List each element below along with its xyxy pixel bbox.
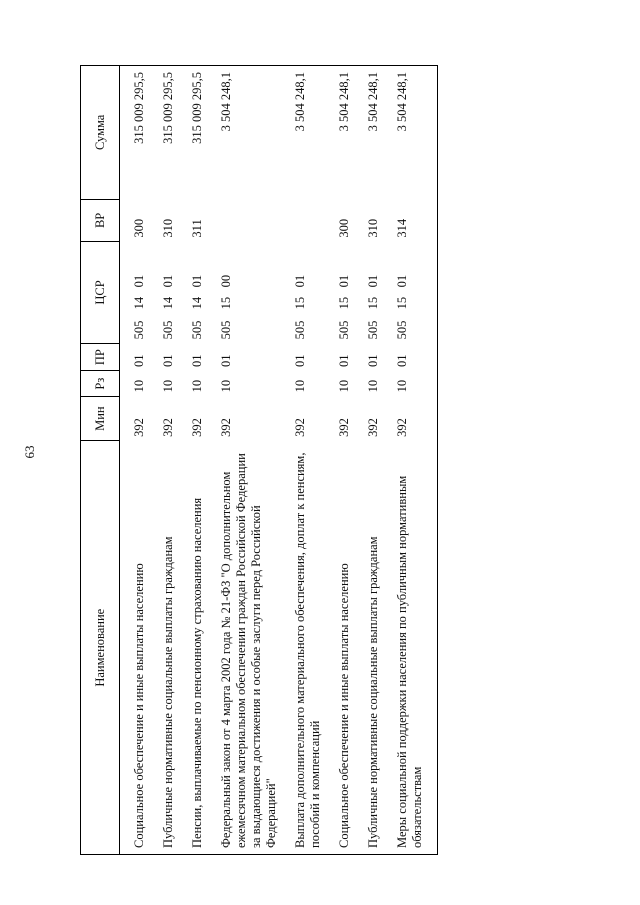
row-csr: 5051501 xyxy=(366,274,380,340)
row-csr: 5051501 xyxy=(293,274,307,340)
row-rz: 10 xyxy=(132,379,146,393)
row-csr: 5051401 xyxy=(161,274,175,340)
table-row xyxy=(130,66,149,855)
table-row xyxy=(364,66,383,855)
header-name: Наименование xyxy=(81,441,120,855)
row-csr: 5051500 xyxy=(219,274,233,340)
row-vr: 314 xyxy=(395,218,409,238)
table-row xyxy=(291,66,325,855)
row-csr: 5051401 xyxy=(132,274,146,340)
header-rz: Рз xyxy=(81,371,120,396)
row-vr: 300 xyxy=(132,218,146,238)
row-pr: 01 xyxy=(132,354,146,367)
row-pr: 01 xyxy=(337,354,351,367)
table-row xyxy=(393,66,427,855)
row-rz: 10 xyxy=(337,379,351,393)
row-pr: 01 xyxy=(366,354,380,367)
row-rz: 10 xyxy=(219,379,233,393)
row-min: 392 xyxy=(219,418,233,437)
row-rz: 10 xyxy=(395,379,409,393)
row-csr: 5051401 xyxy=(190,274,204,340)
row-sum: 3 504 248,1 xyxy=(335,66,354,200)
table-row xyxy=(188,66,207,855)
page-number: 63 xyxy=(22,445,37,459)
row-vr: 310 xyxy=(161,218,175,238)
row-min: 392 xyxy=(395,418,409,437)
header-csr: ЦСР xyxy=(81,242,120,344)
row-min: 392 xyxy=(161,418,175,437)
row-name: Социальное обеспечение и иные выплаты населению xyxy=(130,441,149,855)
row-csr: 5051501 xyxy=(337,274,351,340)
row-csr: 5051501 xyxy=(395,274,409,340)
row-pr: 01 xyxy=(395,354,409,367)
row-rz: 10 xyxy=(293,379,307,393)
row-pr: 01 xyxy=(190,354,204,367)
row-name: Социальное обеспечение и иные выплаты населению xyxy=(335,441,354,855)
row-name: Публичные нормативные социальные выплаты гражданам xyxy=(159,441,178,855)
row-sum: 315 009 295,5 xyxy=(130,66,149,200)
row-rz: 10 xyxy=(190,379,204,393)
row-min: 392 xyxy=(190,418,204,437)
row-name: Выплата дополнительного материального обеспечения, доплат к пенсиям, пособий и компенсаций xyxy=(291,441,325,855)
table-row xyxy=(159,66,178,855)
row-name: Пенсии, выплачиваемые по пенсионному страхованию населения xyxy=(188,441,207,855)
row-sum: 3 504 248,1 xyxy=(393,66,427,200)
row-sum: 315 009 295,5 xyxy=(159,66,178,200)
rotated-page xyxy=(80,65,516,855)
row-min: 392 xyxy=(132,418,146,437)
row-min: 392 xyxy=(337,418,351,437)
row-vr xyxy=(217,199,281,241)
row-rz: 10 xyxy=(366,379,380,393)
row-sum: 3 504 248,1 xyxy=(217,66,281,200)
row-vr: 311 xyxy=(190,219,204,238)
row-min: 392 xyxy=(366,418,380,437)
row-sum: 3 504 248,1 xyxy=(364,66,383,200)
row-sum: 315 009 295,5 xyxy=(188,66,207,200)
header-min: Мин xyxy=(81,396,120,441)
table-header-row xyxy=(81,66,120,855)
row-pr: 01 xyxy=(293,354,307,367)
row-min: 392 xyxy=(293,418,307,437)
header-pr: ПР xyxy=(81,343,120,371)
row-name: Публичные нормативные социальные выплаты гражданам xyxy=(364,441,383,855)
row-rz: 10 xyxy=(161,379,175,393)
row-pr: 01 xyxy=(161,354,175,367)
row-name: Меры социальной поддержки населения по публичным нормативным обязательствам xyxy=(393,441,427,855)
budget-table xyxy=(80,65,438,855)
row-sum: 3 504 248,1 xyxy=(291,66,325,200)
row-vr: 310 xyxy=(366,218,380,238)
header-vr: ВР xyxy=(81,199,120,241)
row-pr: 01 xyxy=(219,354,233,367)
table-row xyxy=(217,66,281,855)
header-sum: Сумма xyxy=(81,66,120,200)
table-row xyxy=(335,66,354,855)
row-vr xyxy=(291,199,325,241)
row-vr: 300 xyxy=(337,218,351,238)
row-name: Федеральный закон от 4 марта 2002 года № 21-ФЗ "О дополнительном ежемесячном материальном обеспечении граждан Российской Федерации за выдающиеся достижения и особые заслуги перед Российской Федерацией" xyxy=(217,441,281,855)
